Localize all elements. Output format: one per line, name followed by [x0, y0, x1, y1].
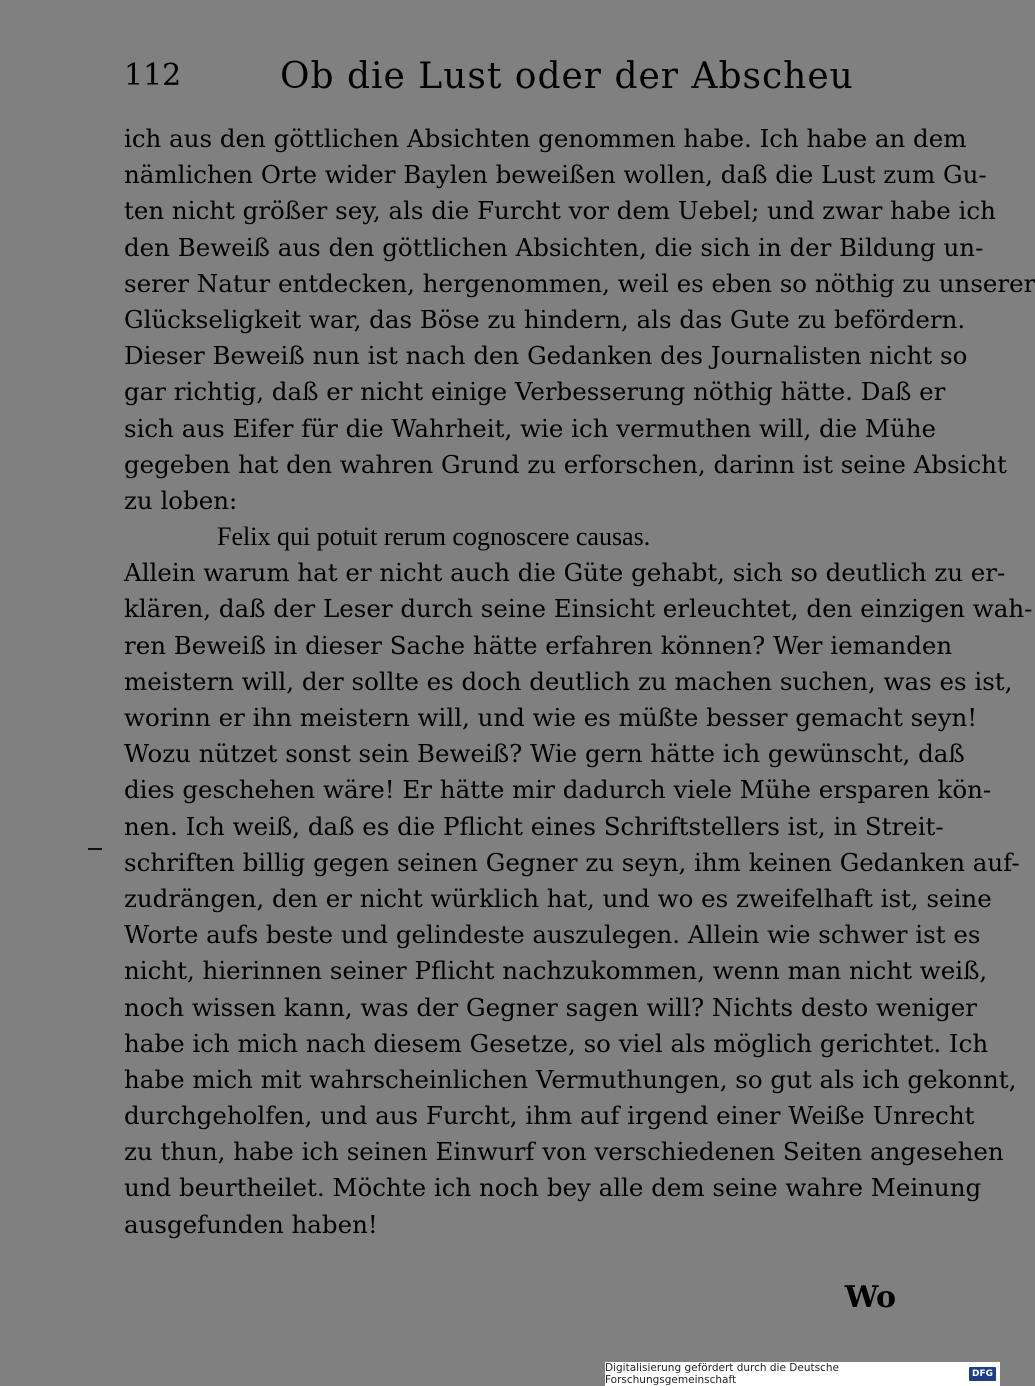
body-text [124, 121, 1035, 1243]
text-line: gar richtig, daß er nicht einige Verbesserung nöthig hätte. Daß er [124, 377, 946, 407]
text-line: ich aus den göttlichen Absichten genommen habe. Ich habe an dem [124, 124, 967, 153]
text-line: schriften billig gegen seinen Gegner zu seyn, ihm keinen Gedanken auf- [124, 847, 1020, 877]
dfg-logo-icon: DFG [969, 1367, 996, 1381]
text-line: zu loben: [124, 485, 238, 515]
text-line: ten nicht größer sey, als die Furcht vor dem Uebel; und zwar habe ich [124, 196, 996, 226]
page-header [124, 56, 896, 104]
text-line: den Beweiß aus den göttlichen Absichten, die sich in der Bildung un- [124, 232, 984, 262]
page-number: 112 [124, 58, 182, 93]
latin-quote: Felix qui potuit rerum cognoscere causas. [217, 522, 651, 552]
text-line: serer Natur entdecken, hergenommen, weil es eben so nöthig zu unserer [124, 268, 1035, 298]
text-line: und beurtheilet. Möchte ich noch bey alle dem seine wahre Meinung [124, 1173, 982, 1203]
running-title: Ob die Lust oder der Abscheu [280, 56, 854, 97]
text-line: zudrängen, den er nicht würklich hat, und wo es zweifelhaft ist, seine [124, 883, 992, 913]
text-line: Wozu nützet sonst sein Beweiß? Wie gern hätte ich gewünscht, daß [124, 739, 965, 769]
text-line: sich aus Eifer für die Wahrheit, wie ich vermuthen will, die Mühe [124, 413, 937, 443]
text-line: nicht, hierinnen seiner Pflicht nachzukommen, wenn man nicht weiß, [124, 956, 988, 986]
text-line: worinn er ihn meistern will, und wie es müßte besser gemacht seyn! [124, 703, 978, 732]
text-line: Worte aufs beste und gelindeste auszulegen. Allein wie schwer ist es [124, 920, 981, 950]
text-line: ausgefunden haben! [124, 1209, 378, 1239]
text-line: gegeben hat den wahren Grund zu erforschen, darinn ist seine Absicht [124, 449, 1007, 479]
text-line: Glückseligkeit war, das Böse zu hindern, als das Gute zu befördern. [124, 304, 966, 334]
digitization-credit [605, 1362, 1000, 1386]
text-line: habe mich mit wahrscheinlichen Vermuthungen, so gut als ich gekonnt, [124, 1064, 1017, 1094]
text-line: klären, daß der Leser durch seine Einsicht erleuchtet, den einzigen wah- [124, 594, 1033, 624]
text-line: Allein warum hat er nicht auch die Güte gehabt, sich so deutlich zu er- [124, 558, 1006, 588]
text-line: dies geschehen wäre! Er hätte mir dadurch viele Mühe ersparen kön- [124, 775, 992, 805]
text-line: nen. Ich weiß, daß es die Pflicht eines Schriftstellers ist, in Streit- [124, 811, 944, 841]
credit-text: Digitalisierung gefördert durch die Deutsche Forschungsgemeinschaft [605, 1362, 839, 1386]
margin-mark [88, 848, 102, 850]
text-line: Dieser Beweiß nun ist nach den Gedanken des Journalisten nicht so [124, 341, 968, 371]
text-line: habe ich mich nach diesem Gesetze, so viel als möglich gerichtet. Ich [124, 1028, 989, 1058]
text-line: durchgeholfen, und aus Furcht, ihm auf irgend einer Weiße Unrecht [124, 1101, 975, 1131]
text-line: ren Beweiß in dieser Sache hätte erfahren können? Wer iemanden [124, 630, 953, 660]
text-line: zu thun, habe ich seinen Einwurf von verschiedenen Seiten angesehen [124, 1137, 1004, 1167]
text-line: meistern will, der sollte es doch deutlich zu machen suchen, was es ist, [124, 666, 1013, 696]
text-line: noch wissen kann, was der Gegner sagen will? Nichts desto weniger [124, 992, 978, 1022]
catchword: Wo [844, 1280, 896, 1315]
text-line: nämlichen Orte wider Baylen beweißen wollen, daß die Lust zum Gu- [124, 160, 987, 190]
